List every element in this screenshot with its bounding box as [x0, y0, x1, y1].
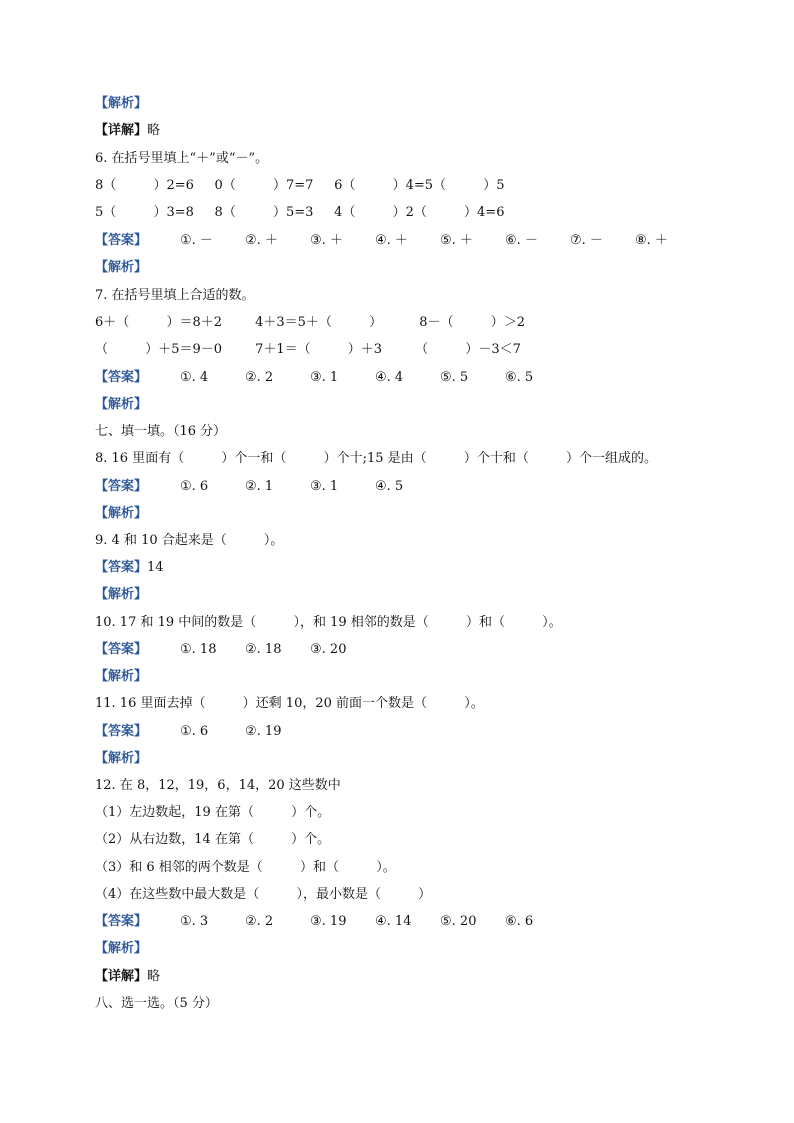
answer-item: ②. 18: [245, 642, 282, 657]
question-line: （1）左边数起，19 在第（ ）个。: [95, 805, 331, 820]
answer-line: [95, 913, 715, 931]
label-line: [95, 668, 147, 686]
answer-item: ①. －: [180, 233, 213, 248]
section-tag: 【解析】: [95, 587, 148, 602]
answer-item: ⑥. 6: [505, 914, 534, 929]
question-line: 10. 17 和 19 中间的数是（ ），和 19 相邻的数是（ ）和（ ）。: [95, 615, 562, 630]
answer-item: ⑤. 20: [440, 914, 477, 929]
answer-item: ③. 20: [310, 642, 347, 657]
section-tag: 【答案】: [95, 560, 148, 575]
section-tag: 【详解】: [95, 969, 148, 984]
question-line: 9. 4 和 10 合起来是（ ）。: [95, 533, 284, 548]
answer-item: ①. 4: [180, 370, 209, 385]
answer-tag: 【答案】: [95, 233, 148, 248]
answer-item: ⑤. ＋: [440, 233, 473, 248]
question-line: 6. 在括号里填上“＋”或“－”。: [95, 151, 269, 166]
question-line: 6＋（ ）＝8＋2 4＋3＝5＋（ ） 8－（ ）＞2: [95, 315, 525, 330]
question-line: 八、选一选。（5 分）: [95, 996, 218, 1011]
answer-item: ④. 5: [375, 479, 404, 494]
label-line: [95, 95, 147, 113]
answer-item: ④. ＋: [375, 233, 408, 248]
question-line: 12. 在 8，12，19，6，14，20 这些数中: [95, 778, 341, 793]
answer-item: ①. 18: [180, 642, 217, 657]
answer-tag: 【答案】: [95, 642, 148, 657]
tag-text: 略: [147, 123, 161, 138]
answer-item: ⑤. 5: [440, 370, 469, 385]
question-line: 8. 16 里面有（ ）个一和（ ）个十;15 是由（ ）个十和（ ）个一组成的。: [95, 451, 658, 466]
answer-item: ⑥. －: [505, 233, 538, 248]
question-line: （4）在这些数中最大数是（ ），最小数是（ ）: [95, 887, 432, 902]
answer-item: ①. 3: [180, 914, 209, 929]
label-line: [95, 259, 147, 277]
answer-item: ⑦. －: [570, 233, 603, 248]
tag-text: 14: [147, 560, 164, 575]
tag-text: 略: [147, 969, 161, 984]
answer-item: ④. 4: [375, 370, 404, 385]
label-line: [95, 586, 147, 604]
answer-item: ④. 14: [375, 914, 412, 929]
answer-item: ③. 19: [310, 914, 347, 929]
question-line: 七、填一填。（16 分）: [95, 424, 227, 439]
question-line: （3）和 6 相邻的两个数是（ ）和（ ）。: [95, 860, 396, 875]
answer-item: ②. 1: [245, 479, 274, 494]
question-line: 8（ ）2=6 0（ ）7=7 6（ ）4=5（ ）5: [95, 178, 505, 193]
label-line: [95, 396, 147, 414]
answer-item: ③. ＋: [310, 233, 343, 248]
label-line: [95, 505, 147, 523]
label-line: [95, 940, 147, 958]
section-tag: 【解析】: [95, 260, 148, 275]
answer-item: ①. 6: [180, 724, 209, 739]
question-line: 7. 在括号里填上合适的数。: [95, 288, 255, 303]
answer-item: ②. 19: [245, 724, 282, 739]
answer-tag: 【答案】: [95, 724, 148, 739]
section-tag: 【解析】: [95, 397, 148, 412]
answer-item: ②. 2: [245, 914, 274, 929]
answer-line: [95, 641, 715, 659]
answer-tag: 【答案】: [95, 914, 148, 929]
answer-line: [95, 369, 715, 387]
question-line: 5（ ）3=8 8（ ）5=3 4（ ）2（ ）4=6: [95, 205, 505, 220]
section-tag: 【解析】: [95, 941, 148, 956]
label-line: [95, 559, 164, 577]
section-tag: 【解析】: [95, 506, 148, 521]
question-line: 11. 16 里面去掉（ ）还剩 10，20 前面一个数是（ ）。: [95, 696, 484, 711]
label-line: [95, 750, 147, 768]
answer-item: ②. ＋: [245, 233, 278, 248]
section-tag: 【详解】: [95, 123, 148, 138]
answer-item: ③. 1: [310, 370, 339, 385]
answer-item: ⑧. ＋: [635, 233, 668, 248]
answer-line: [95, 232, 715, 250]
question-line: （2）从右边数，14 在第（ ）个。: [95, 832, 331, 847]
answer-tag: 【答案】: [95, 479, 148, 494]
answer-line: [95, 723, 715, 741]
answer-tag: 【答案】: [95, 370, 148, 385]
label-line: [95, 968, 160, 986]
section-tag: 【解析】: [95, 96, 148, 111]
answer-line: [95, 478, 715, 496]
section-tag: 【解析】: [95, 751, 148, 766]
answer-item: ①. 6: [180, 479, 209, 494]
answer-item: ⑥. 5: [505, 370, 534, 385]
section-tag: 【解析】: [95, 669, 148, 684]
question-line: （ ）＋5＝9－0 7＋1＝（ ）＋3 （ ）－3＜7: [95, 342, 521, 357]
label-line: [95, 122, 160, 140]
answer-item: ②. 2: [245, 370, 274, 385]
answer-item: ③. 1: [310, 479, 339, 494]
